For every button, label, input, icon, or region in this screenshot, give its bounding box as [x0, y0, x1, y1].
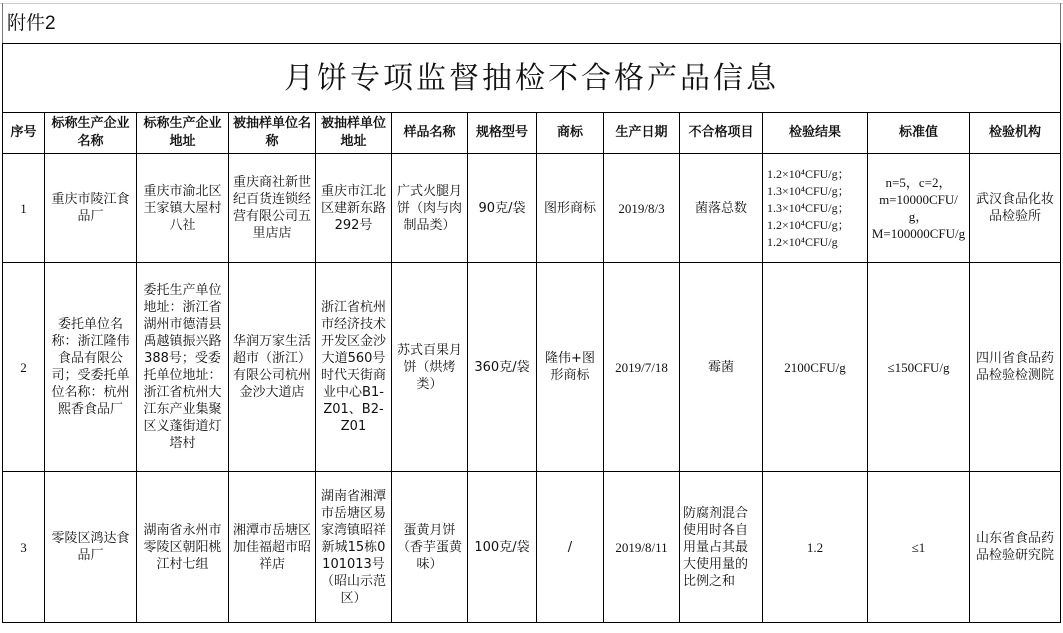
cell-sampled-unit-address: 浙江省杭州市经济技术开发区金沙大道560号时代天街商业中心B1-Z01、B2-Z01: [316, 263, 392, 472]
standard-line: m=10000CFU/g，: [879, 192, 958, 224]
cell-no: 1: [3, 154, 45, 263]
attachment-label: 附件2: [3, 3, 1061, 44]
cell-sampled-unit-address: 湖南省湘潭市岳塘区易家湾镇昭祥新城15栋0101013号（昭山示范区）: [316, 472, 392, 623]
table-header-row: [3, 113, 1061, 154]
cell-sampled-unit: 华润万家生活超市（浙江）有限公司杭州金沙大道店: [229, 263, 316, 472]
header-result: 检验结果: [763, 113, 868, 154]
result-line: 1.2×10⁴CFU/g；: [767, 217, 850, 232]
cell-failed-item: 霉菌: [680, 263, 763, 472]
cell-failed-item: 防腐剂混合使用时各自用量占其最大使用量的比例之和: [680, 472, 763, 623]
cell-standard: [868, 154, 970, 263]
header-sample-name: 样品名称: [392, 113, 468, 154]
cell-no: 3: [3, 472, 45, 623]
cell-sample-name: 广式火腿月饼（肉与肉制品类）: [392, 154, 468, 263]
cell-spec: 90克/袋: [468, 154, 537, 263]
cell-result: 1.2: [763, 472, 868, 623]
cell-manufacturer-address: 重庆市渝北区王家镇大屋村八社: [137, 154, 229, 263]
cell-sampled-unit-address: 重庆市江北区建新东路292号: [316, 154, 392, 263]
cell-manufacturer-address: 委托生产单位地址：浙江省湖州市德清县禹越镇振兴路388号；受委托单位地址：浙江省杭州大江东产业集聚区义蓬街道灯塔村: [137, 263, 229, 472]
header-spec: 规格型号: [468, 113, 537, 154]
cell-trademark: 隆伟+图形商标: [537, 263, 604, 472]
unqualified-products-table: [2, 3, 1061, 623]
cell-production-date: 2019/7/18: [604, 263, 680, 472]
result-line: 1.3×10⁴CFU/g；: [767, 183, 850, 198]
cell-production-date: 2019/8/11: [604, 472, 680, 623]
cell-result: 2100CFU/g: [763, 263, 868, 472]
header-sampled-unit-address: 被抽样单位地址: [316, 113, 392, 154]
table-row: [3, 472, 1061, 623]
standard-line: M=100000CFU/g: [871, 226, 966, 241]
table-row: [3, 263, 1061, 472]
header-no: 序号: [3, 113, 45, 154]
cell-manufacturer: 零陵区鸿达食品厂: [45, 472, 137, 623]
cell-spec: 100克/袋: [468, 472, 537, 623]
standard-line: n=5，c=2，: [885, 175, 952, 190]
header-sampled-unit: 被抽样单位名称: [229, 113, 316, 154]
page-title: 月饼专项监督抽检不合格产品信息: [3, 44, 1061, 113]
header-failed-item: 不合格项目: [680, 113, 763, 154]
header-agency: 检验机构: [970, 113, 1061, 154]
cell-trademark: 图形商标: [537, 154, 604, 263]
cell-standard: ≤1: [868, 472, 970, 623]
cell-manufacturer-address: 湖南省永州市零陵区朝阳桃江村七组: [137, 472, 229, 623]
header-trademark: 商标: [537, 113, 604, 154]
cell-sample-name: 蛋黄月饼（香芋蛋黄味）: [392, 472, 468, 623]
header-production-date: 生产日期: [604, 113, 680, 154]
result-line: 1.3×10⁴CFU/g；: [767, 200, 850, 215]
cell-standard: ≤150CFU/g: [868, 263, 970, 472]
table-row: [3, 154, 1061, 263]
cell-manufacturer: 委托单位名称：浙江隆伟食品有限公司；受委托单位名称：杭州熙香食品厂: [45, 263, 137, 472]
header-manufacturer-address: 标称生产企业地址: [137, 113, 229, 154]
cell-agency: 武汉食品化妆品检验所: [970, 154, 1061, 263]
result-line: 1.2×10⁴CFU/g: [767, 234, 838, 249]
cell-sampled-unit: 重庆商社新世纪百货连锁经营有限公司五里店店: [229, 154, 316, 263]
header-manufacturer: 标称生产企业名称: [45, 113, 137, 154]
cell-trademark: /: [537, 472, 604, 623]
cell-sampled-unit: 湘潭市岳塘区加佳福超市昭祥店: [229, 472, 316, 623]
cell-agency: 山东省食品药品检验研究院: [970, 472, 1061, 623]
cell-no: 2: [3, 263, 45, 472]
cell-results: [763, 154, 868, 263]
cell-production-date: 2019/8/3: [604, 154, 680, 263]
cell-spec: 360克/袋: [468, 263, 537, 472]
cell-manufacturer: 重庆市陵江食品厂: [45, 154, 137, 263]
header-standard: 标准值: [868, 113, 970, 154]
cell-failed-item: 菌落总数: [680, 154, 763, 263]
result-line: 1.2×10⁴CFU/g；: [767, 166, 850, 181]
cell-agency: 四川省食品药品检验检测院: [970, 263, 1061, 472]
cell-sample-name: 苏式百果月饼（烘烤类）: [392, 263, 468, 472]
